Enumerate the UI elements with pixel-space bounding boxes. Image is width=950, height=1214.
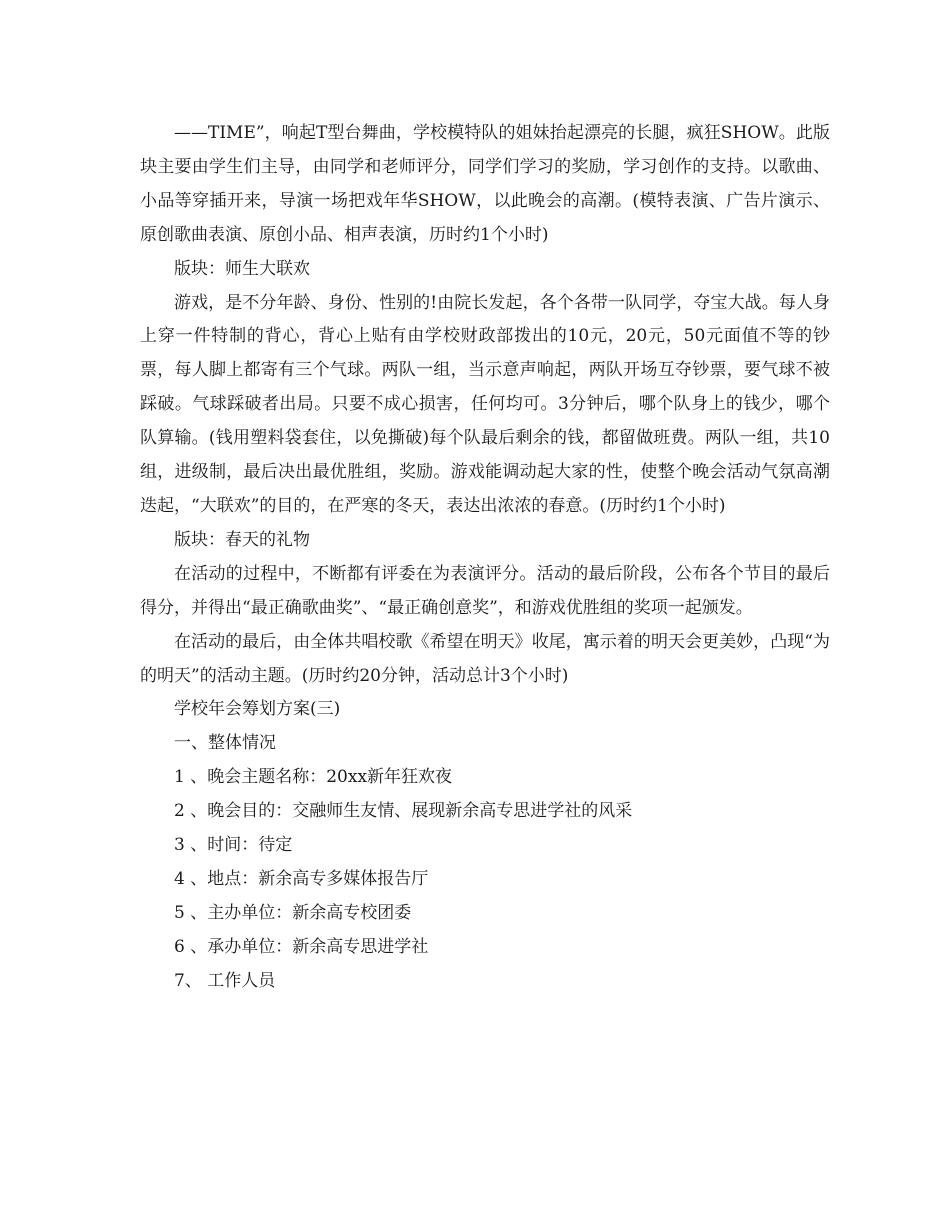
paragraph-game-description: 游戏，是不分年龄、身份、性别的!由院长发起，各个各带一队同学，夺宝大战。每人身上穿一件特制的背心，背心上贴有由学校财政部拨出的10元，20元，50元面值不等的钞票，每人脚上都寄有三个气球。两队一组，当示意声响起，两队开场互夺钞票，要气球不被踩破。气球踩破者出局。只要不成心损害，任何均可。3分钟后，哪个队身上的钱少，哪个队算输。(钱用塑料袋套住，以免撕破)每个队最后剩余的钱，都留做班费。两队一组，共10组，进级制，最后决出最优胜组，奖励。游戏能调动起大家的性，使整个晚会活动气氛高潮迭起，“大联欢”的目的，在严寒的冬天，表达出浓浓的春意。(历时约1个小时) xyxy=(140,292,830,516)
paragraph-closing: 在活动的最后，由全体共唱校歌《希望在明天》收尾，寓示着的明天会更美妙，凸现“为的明天”的活动主题。(历时约20分钟，活动总计3个小时) xyxy=(140,631,830,686)
section-heading-spring-gift: 版块：春天的礼物 xyxy=(174,529,310,550)
list-item-staff: 7、 工作人员 xyxy=(174,970,276,991)
list-item-theme: 1 、晚会主题名称：20xx新年狂欢夜 xyxy=(174,767,453,788)
paragraph-awards: 在活动的过程中，不断都有评委在为表演评分。活动的最后阶段，公布各个节目的最后得分，并得出“最正确歌曲奖”、“最正确创意奖”，和游戏优胜组的奖项一起颁发。 xyxy=(140,563,830,618)
list-item-location: 4 、地点：新余高专多媒体报告厅 xyxy=(174,868,429,889)
paragraph-model-show: ——TIME”，响起T型台舞曲，学校模特队的姐妹抬起漂亮的长腿，疯狂SHOW。此版块主要由学生们主导，由同学和老师评分，同学们学习的奖励，学习创作的支持。以歌曲、小品等穿插开来，导演一场把戏年华SHOW，以此晚会的高潮。(模特表演、广告片演示、原创歌曲表演、原创小品、相声表演，历时约1个小时) xyxy=(140,123,830,245)
section-heading-teacher-student-party: 版块：师生大联欢 xyxy=(174,258,310,279)
list-item-purpose: 2 、晚会目的：交融师生友情、展现新余高专思进学社的风采 xyxy=(174,801,633,822)
plan-title: 学校年会筹划方案(三) xyxy=(174,699,341,720)
list-item-time: 3 、时间：待定 xyxy=(174,835,293,856)
list-item-organizer: 5 、主办单位：新余高专校团委 xyxy=(174,902,412,923)
overall-heading: 一、整体情况 xyxy=(174,733,276,754)
list-item-host: 6 、承办单位：新余高专思进学社 xyxy=(174,936,429,957)
